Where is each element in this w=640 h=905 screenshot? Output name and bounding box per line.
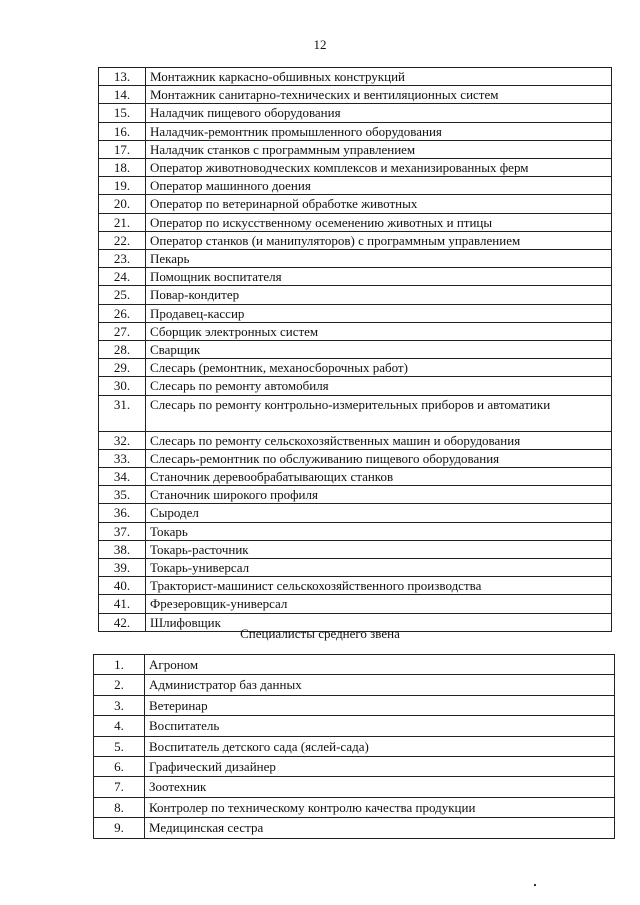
row-number: 13. [99, 68, 146, 86]
row-title: Администратор баз данных [145, 675, 615, 695]
row-number: 42. [99, 613, 146, 631]
row-number: 14. [99, 86, 146, 104]
row-title: Станочник деревообрабатывающих станков [146, 468, 612, 486]
table-row [99, 431, 612, 449]
row-title: Токарь [146, 522, 612, 540]
row-number: 34. [99, 468, 146, 486]
row-number: 38. [99, 540, 146, 558]
section-heading: Специалисты среднего звена [240, 626, 400, 641]
row-title: Токарь-универсал [146, 559, 612, 577]
table-row [94, 777, 615, 797]
row-number: 21. [99, 213, 146, 231]
table-row [94, 695, 615, 715]
table-row [99, 268, 612, 286]
row-title: Слесарь по ремонту сельскохозяйственных машин и оборудования [146, 431, 612, 449]
row-number: 15. [99, 104, 146, 122]
row-number: 19. [99, 177, 146, 195]
table-row [99, 68, 612, 86]
row-number: 2. [94, 675, 145, 695]
row-title: Наладчик-ремонтник промышленного оборудования [146, 122, 612, 140]
row-title: Пекарь [146, 250, 612, 268]
row-title: Тракторист-машинист сельскохозяйственного производства [146, 577, 612, 595]
table-row [99, 231, 612, 249]
row-title: Повар-кондитер [146, 286, 612, 304]
row-number: 17. [99, 140, 146, 158]
table-row [99, 540, 612, 558]
row-title: Воспитатель [145, 716, 615, 736]
row-number: 16. [99, 122, 146, 140]
table-row [99, 595, 612, 613]
row-number: 4. [94, 716, 145, 736]
table-row [99, 359, 612, 377]
row-title: Сварщик [146, 341, 612, 359]
table-row [99, 250, 612, 268]
row-title: Ветеринар [145, 695, 615, 715]
row-number: 40. [99, 577, 146, 595]
row-title: Монтажник санитарно-технических и вентиляционных систем [146, 86, 612, 104]
row-title: Наладчик станков с программным управлением [146, 140, 612, 158]
table-row [94, 736, 615, 756]
table-row [99, 341, 612, 359]
table-row [99, 177, 612, 195]
row-title: Сборщик электронных систем [146, 322, 612, 340]
row-title: Слесарь по ремонту контрольно-измерительных приборов и автоматики [146, 395, 612, 431]
row-title: Воспитатель детского сада (яслей-сада) [145, 736, 615, 756]
professions-table-body [99, 68, 612, 632]
row-number: 18. [99, 159, 146, 177]
row-number: 3. [94, 695, 145, 715]
row-number: 31. [99, 395, 146, 431]
table-row [99, 559, 612, 577]
row-title: Контролер по техническому контролю качества продукции [145, 797, 615, 817]
table-row [94, 818, 615, 838]
row-title: Монтажник каркасно-обшивных конструкций [146, 68, 612, 86]
table-row [94, 797, 615, 817]
row-number: 20. [99, 195, 146, 213]
row-title: Агроном [145, 655, 615, 675]
table-row [99, 195, 612, 213]
row-number: 5. [94, 736, 145, 756]
row-title: Зоотехник [145, 777, 615, 797]
table-row [94, 756, 615, 776]
table-row [99, 213, 612, 231]
table-row [99, 468, 612, 486]
professions-table [98, 67, 612, 632]
row-title: Оператор по искусственному осеменению животных и птицы [146, 213, 612, 231]
row-title: Оператор животноводческих комплексов и механизированных ферм [146, 159, 612, 177]
table-row [94, 716, 615, 736]
row-title: Станочник широкого профиля [146, 486, 612, 504]
row-number: 9. [94, 818, 145, 838]
row-number: 26. [99, 304, 146, 322]
stray-mark [534, 884, 536, 886]
row-title: Оператор машинного доения [146, 177, 612, 195]
row-number: 37. [99, 522, 146, 540]
row-title: Оператор станков (и манипуляторов) с программным управлением [146, 231, 612, 249]
specialists-table-body [94, 655, 615, 839]
table-row [99, 395, 612, 431]
row-title: Слесарь по ремонту автомобиля [146, 377, 612, 395]
row-title: Графический дизайнер [145, 756, 615, 776]
row-number: 36. [99, 504, 146, 522]
specialists-table [93, 654, 615, 839]
table-row [99, 577, 612, 595]
page-number: 12 [313, 37, 327, 52]
table-row [99, 86, 612, 104]
row-title: Наладчик пищевого оборудования [146, 104, 612, 122]
row-number: 25. [99, 286, 146, 304]
row-number: 23. [99, 250, 146, 268]
table-row [99, 286, 612, 304]
row-title: Сыродел [146, 504, 612, 522]
table-row [99, 322, 612, 340]
row-title: Продавец-кассир [146, 304, 612, 322]
row-number: 24. [99, 268, 146, 286]
row-number: 29. [99, 359, 146, 377]
table-row [99, 522, 612, 540]
table-row [99, 486, 612, 504]
table-row [94, 675, 615, 695]
row-number: 1. [94, 655, 145, 675]
row-number: 7. [94, 777, 145, 797]
row-number: 27. [99, 322, 146, 340]
table-row [99, 122, 612, 140]
row-number: 32. [99, 431, 146, 449]
table-row [99, 449, 612, 467]
table-row [94, 655, 615, 675]
table-row [99, 159, 612, 177]
row-number: 6. [94, 756, 145, 776]
row-title: Фрезеровщик-универсал [146, 595, 612, 613]
row-number: 8. [94, 797, 145, 817]
row-number: 33. [99, 449, 146, 467]
row-title: Токарь-расточник [146, 540, 612, 558]
row-title: Шлифовщик [146, 613, 612, 631]
row-number: 28. [99, 341, 146, 359]
table-row [99, 504, 612, 522]
row-number: 22. [99, 231, 146, 249]
row-title: Слесарь (ремонтник, механосборочных работ) [146, 359, 612, 377]
row-title: Медицинская сестра [145, 818, 615, 838]
table-row [99, 377, 612, 395]
table-row [99, 140, 612, 158]
row-title: Помощник воспитателя [146, 268, 612, 286]
row-title: Слесарь-ремонтник по обслуживанию пищевого оборудования [146, 449, 612, 467]
row-number: 39. [99, 559, 146, 577]
row-number: 35. [99, 486, 146, 504]
row-number: 30. [99, 377, 146, 395]
table-row [99, 304, 612, 322]
row-title: Оператор по ветеринарной обработке животных [146, 195, 612, 213]
row-number: 41. [99, 595, 146, 613]
table-row [99, 104, 612, 122]
